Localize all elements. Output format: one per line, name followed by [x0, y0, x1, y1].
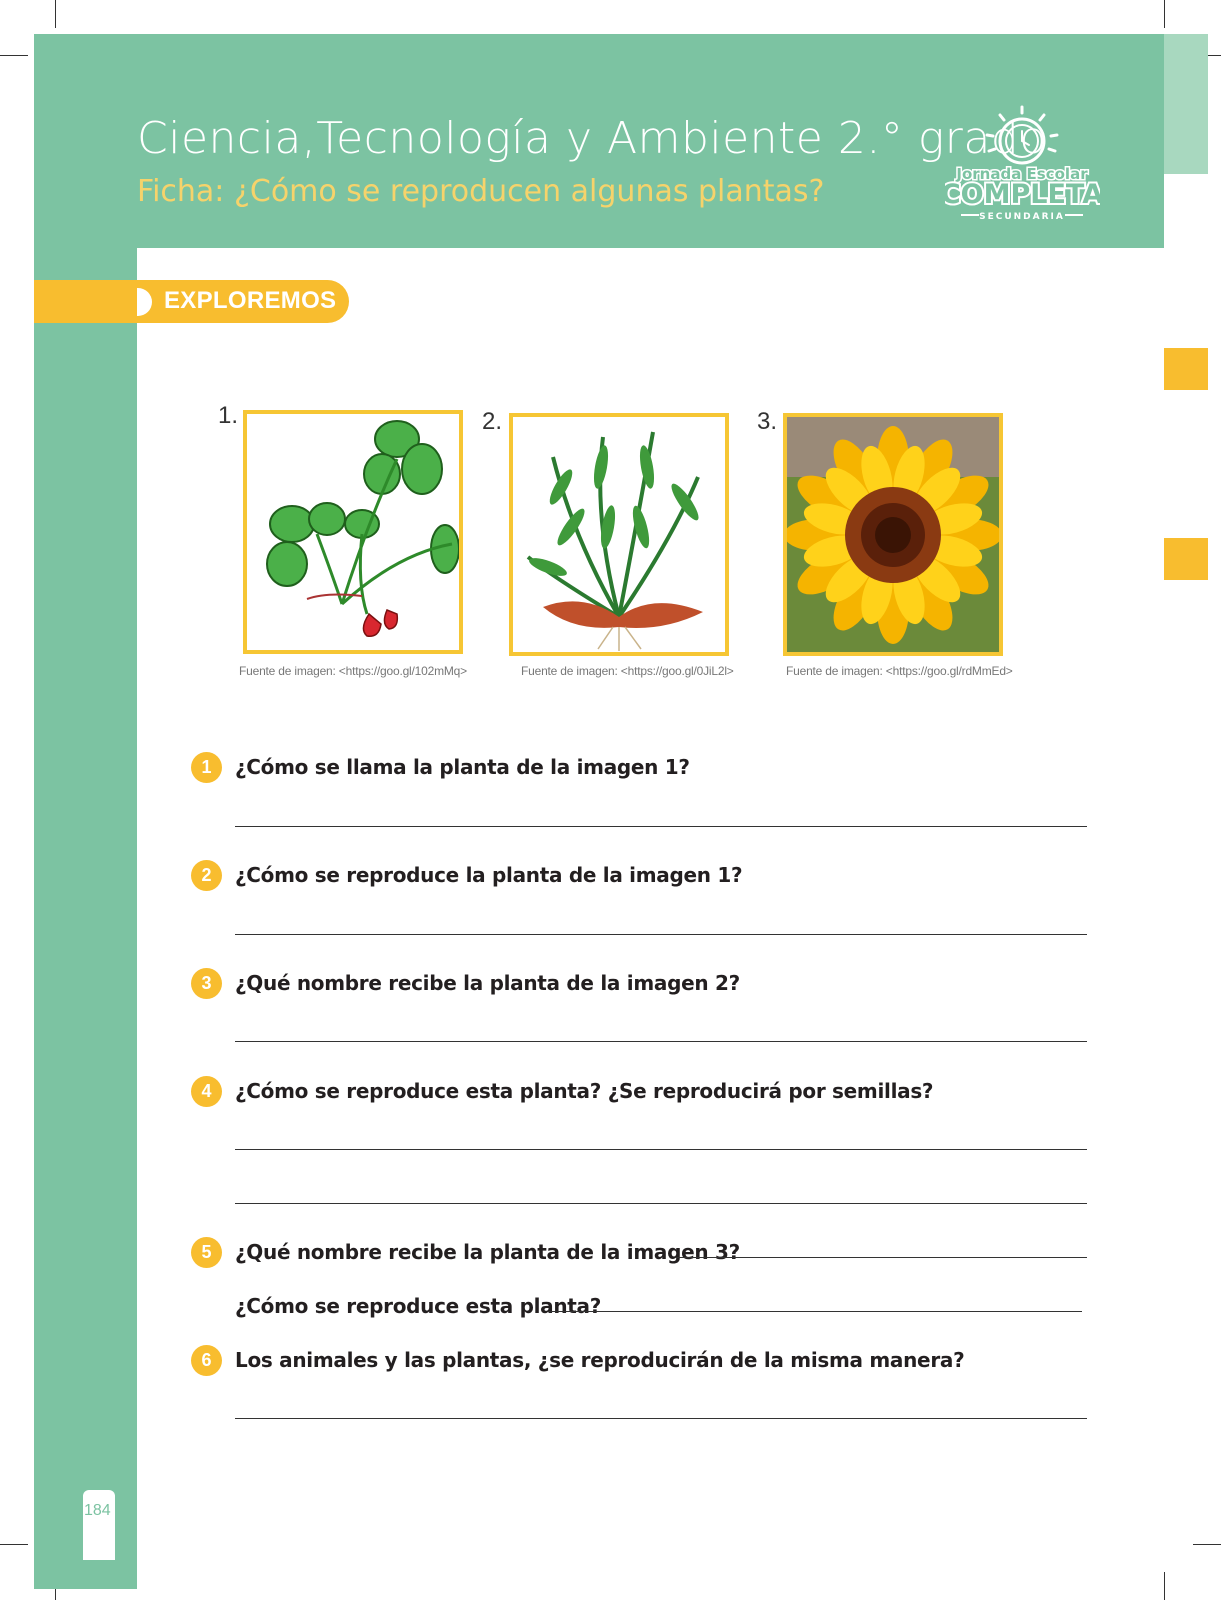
image-source-caption: Fuente de imagen: <https://goo.gl/rdMmEd>	[786, 664, 1013, 678]
answer-line[interactable]	[235, 1203, 1087, 1204]
answer-line[interactable]	[235, 934, 1087, 935]
crop-mark	[55, 0, 56, 28]
sun-clock-icon	[945, 103, 1100, 228]
figure-number: 1.	[218, 402, 239, 429]
fern-image	[509, 413, 729, 656]
strawberry-plant-icon	[247, 414, 459, 650]
strawberry-plant-image	[243, 410, 463, 654]
side-tab-marker	[1164, 348, 1208, 390]
right-edge-strip	[1164, 34, 1208, 174]
left-margin-band	[34, 248, 137, 1589]
question-text: Los animales y las plantas, ¿se reproducirán de la misma manera?	[235, 1348, 965, 1372]
crop-mark	[0, 55, 28, 56]
question-number-badge: 4	[191, 1076, 222, 1107]
answer-line[interactable]	[548, 1311, 1082, 1312]
question-number-badge: 2	[191, 860, 222, 891]
crop-mark	[1193, 1544, 1221, 1545]
question-text: ¿Qué nombre recibe la planta de la imagen 3?	[235, 1240, 740, 1264]
figure-number: 2.	[482, 408, 503, 435]
crop-mark	[1164, 0, 1165, 28]
svg-text:SECUNDARIA: SECUNDARIA	[979, 212, 1065, 222]
side-tab-marker	[1164, 538, 1208, 580]
answer-line[interactable]	[235, 1041, 1087, 1042]
page-title: Ciencia,Tecnología y Ambiente 2.° grado	[137, 113, 1047, 164]
sunflower-icon	[787, 417, 999, 652]
crop-mark	[1164, 1572, 1165, 1600]
page-subtitle: Ficha: ¿Cómo se reproducen algunas plantas?	[137, 174, 825, 209]
section-label: EXPLOREMOS	[164, 287, 337, 314]
question-number-badge: 5	[191, 1237, 222, 1268]
question-text: ¿Cómo se reproduce esta planta? ¿Se reproducirá por semillas?	[235, 1079, 934, 1103]
question-followup-text: ¿Cómo se reproduce esta planta?	[235, 1294, 602, 1318]
image-source-caption: Fuente de imagen: <https://goo.gl/102mMq>	[239, 664, 467, 678]
page-number: 184	[84, 1502, 111, 1519]
question-number-badge: 1	[191, 752, 222, 783]
crop-mark	[0, 1544, 28, 1545]
fern-icon	[513, 417, 725, 652]
svg-text:Jornada Escolar: Jornada Escolar	[956, 165, 1088, 183]
answer-line[interactable]	[235, 826, 1087, 827]
sunflower-image	[783, 413, 1003, 656]
jornada-completa-logo	[945, 103, 1100, 228]
question-text: ¿Qué nombre recibe la planta de la imagen 2?	[235, 971, 740, 995]
answer-line[interactable]	[235, 1418, 1087, 1419]
answer-line[interactable]	[235, 1149, 1087, 1150]
figure-number: 3.	[757, 408, 778, 435]
question-number-badge: 3	[191, 968, 222, 999]
question-text: ¿Cómo se llama la planta de la imagen 1?	[235, 755, 690, 779]
svg-text:COMPLETA: COMPLETA	[945, 179, 1100, 210]
image-source-caption: Fuente de imagen: <https://goo.gl/0JiL2l>	[521, 664, 734, 678]
question-number-badge: 6	[191, 1345, 222, 1376]
page-number-tab	[83, 1490, 115, 1560]
answer-line[interactable]	[675, 1257, 1087, 1258]
question-text: ¿Cómo se reproduce la planta de la imagen 1?	[235, 863, 743, 887]
